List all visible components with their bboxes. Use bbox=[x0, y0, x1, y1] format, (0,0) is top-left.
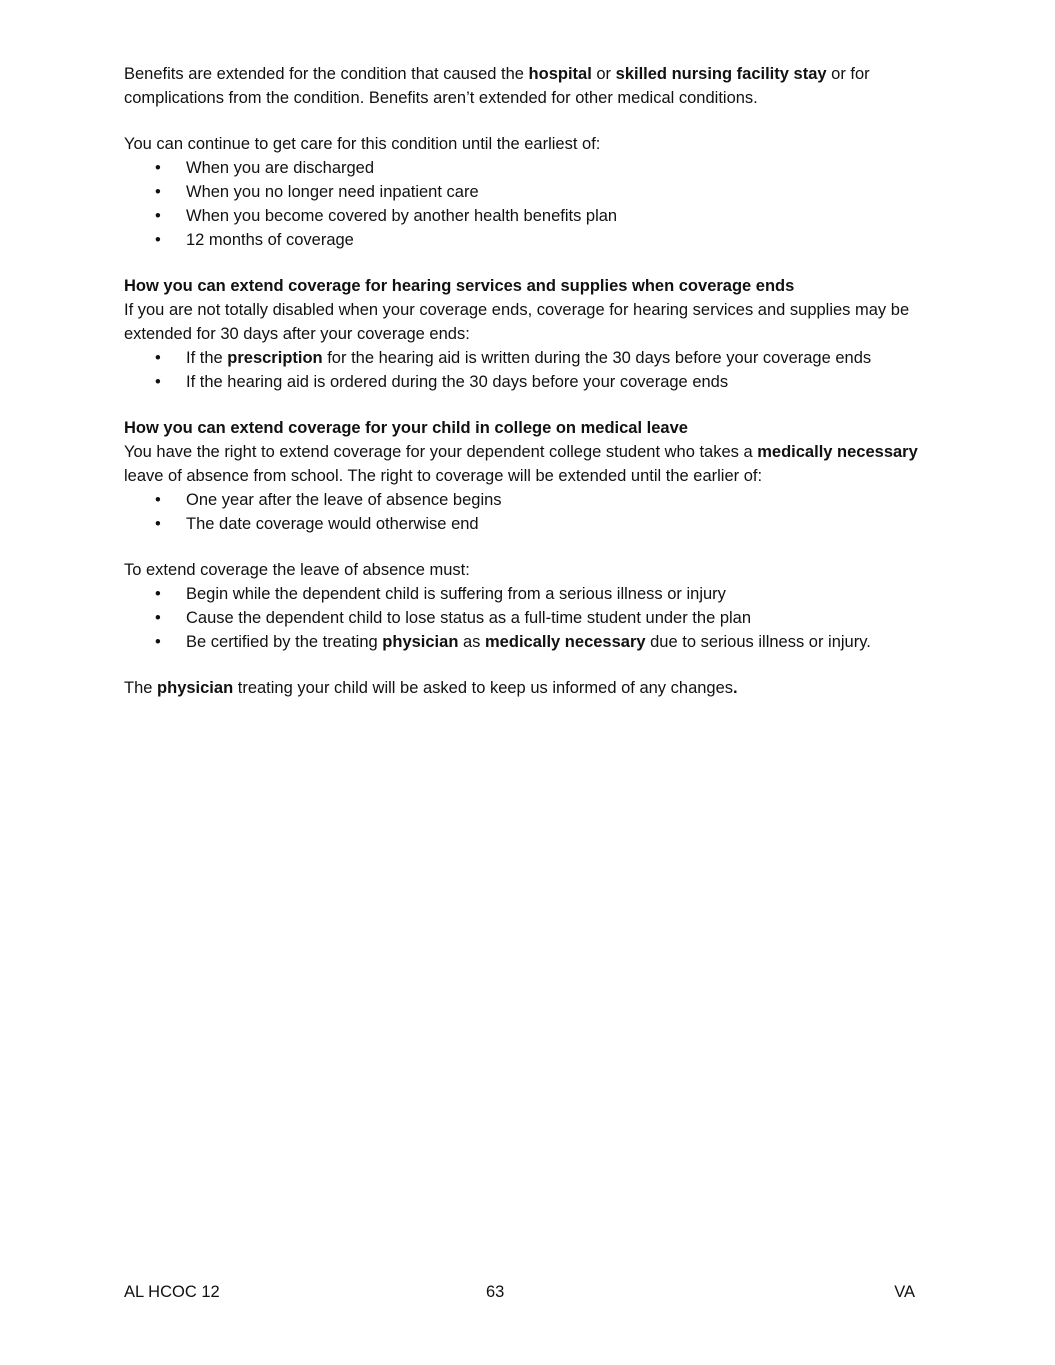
closing-paragraph: The physician treating your child will be asked to keep us informed of any changes. bbox=[124, 679, 738, 697]
bullet-icon: • bbox=[155, 491, 161, 509]
list-item: • If the hearing aid is ordered during the 30 days before your coverage ends bbox=[124, 370, 959, 394]
college-body: You have the right to extend coverage for your dependent college student who takes a medically necessary leave of absence from school. The right to coverage will be extended until the earlier of: bbox=[124, 443, 918, 485]
list-item: • Cause the dependent child to lose status as a full-time student under the plan bbox=[124, 606, 959, 630]
intro-text-3: or for complications from the condition. Benefits aren’t extended for other medical conditions. bbox=[124, 65, 870, 107]
bullet-icon: • bbox=[155, 207, 161, 225]
list-item: • The date coverage would otherwise end bbox=[124, 512, 959, 536]
list-item: • When you are discharged bbox=[124, 156, 959, 180]
leave-list bbox=[124, 582, 959, 654]
list-item: • When you no longer need inpatient care bbox=[124, 180, 959, 204]
term-medically-necessary: medically necessary bbox=[757, 443, 918, 461]
list-item: • Be certified by the treating physician as medically necessary due to serious illness or injury. bbox=[124, 630, 959, 654]
college-heading: How you can extend coverage for your child in college on medical leave bbox=[124, 419, 688, 437]
intro-text-1: Benefits are extended for the condition that caused the bbox=[124, 65, 529, 83]
list-item: • One year after the leave of absence begins bbox=[124, 488, 959, 512]
bullet-icon: • bbox=[155, 609, 161, 627]
bullet-icon: • bbox=[155, 633, 161, 651]
term-physician: physician bbox=[157, 679, 234, 697]
bullet-icon: • bbox=[155, 349, 161, 367]
bullet-icon: • bbox=[155, 183, 161, 201]
list-item: • Begin while the dependent child is suffering from a serious illness or injury bbox=[124, 582, 959, 606]
hearing-heading: How you can extend coverage for hearing services and supplies when coverage ends bbox=[124, 277, 795, 295]
bullet-icon: • bbox=[155, 515, 161, 533]
bullet-icon: • bbox=[155, 159, 161, 177]
term-medically-necessary: medically necessary bbox=[485, 633, 646, 651]
leave-lead: To extend coverage the leave of absence must: bbox=[124, 561, 470, 579]
list-item: • When you become covered by another health benefits plan bbox=[124, 204, 959, 228]
footer-page-number: 63 bbox=[486, 1283, 505, 1301]
intro-paragraph bbox=[124, 62, 959, 110]
continue-care-lead: You can continue to get care for this condition until the earliest of: bbox=[124, 135, 601, 153]
list-item: • 12 months of coverage bbox=[124, 228, 959, 252]
hearing-body: If you are not totally disabled when your coverage ends, coverage for hearing services and supplies may be extended for 30 days after your coverage ends: bbox=[124, 301, 910, 343]
list-item: • If the prescription for the hearing aid is written during the 30 days before your coverage ends bbox=[124, 346, 959, 370]
continue-care-list bbox=[124, 156, 959, 252]
footer-state-code: VA bbox=[894, 1283, 915, 1301]
term-skilled-nursing-facility-stay: skilled nursing facility stay bbox=[615, 65, 827, 83]
footer-document-code: AL HCOC 12 bbox=[124, 1283, 220, 1301]
term-hospital: hospital bbox=[528, 65, 592, 83]
bullet-icon: • bbox=[155, 585, 161, 603]
page-footer bbox=[124, 1280, 915, 1304]
hearing-list bbox=[124, 346, 959, 394]
intro-text-2: or bbox=[591, 65, 616, 83]
bullet-icon: • bbox=[155, 231, 161, 249]
term-prescription: prescription bbox=[227, 349, 323, 367]
college-list bbox=[124, 488, 959, 536]
document-body bbox=[124, 62, 959, 700]
bullet-icon: • bbox=[155, 373, 161, 391]
term-physician: physician bbox=[382, 633, 459, 651]
